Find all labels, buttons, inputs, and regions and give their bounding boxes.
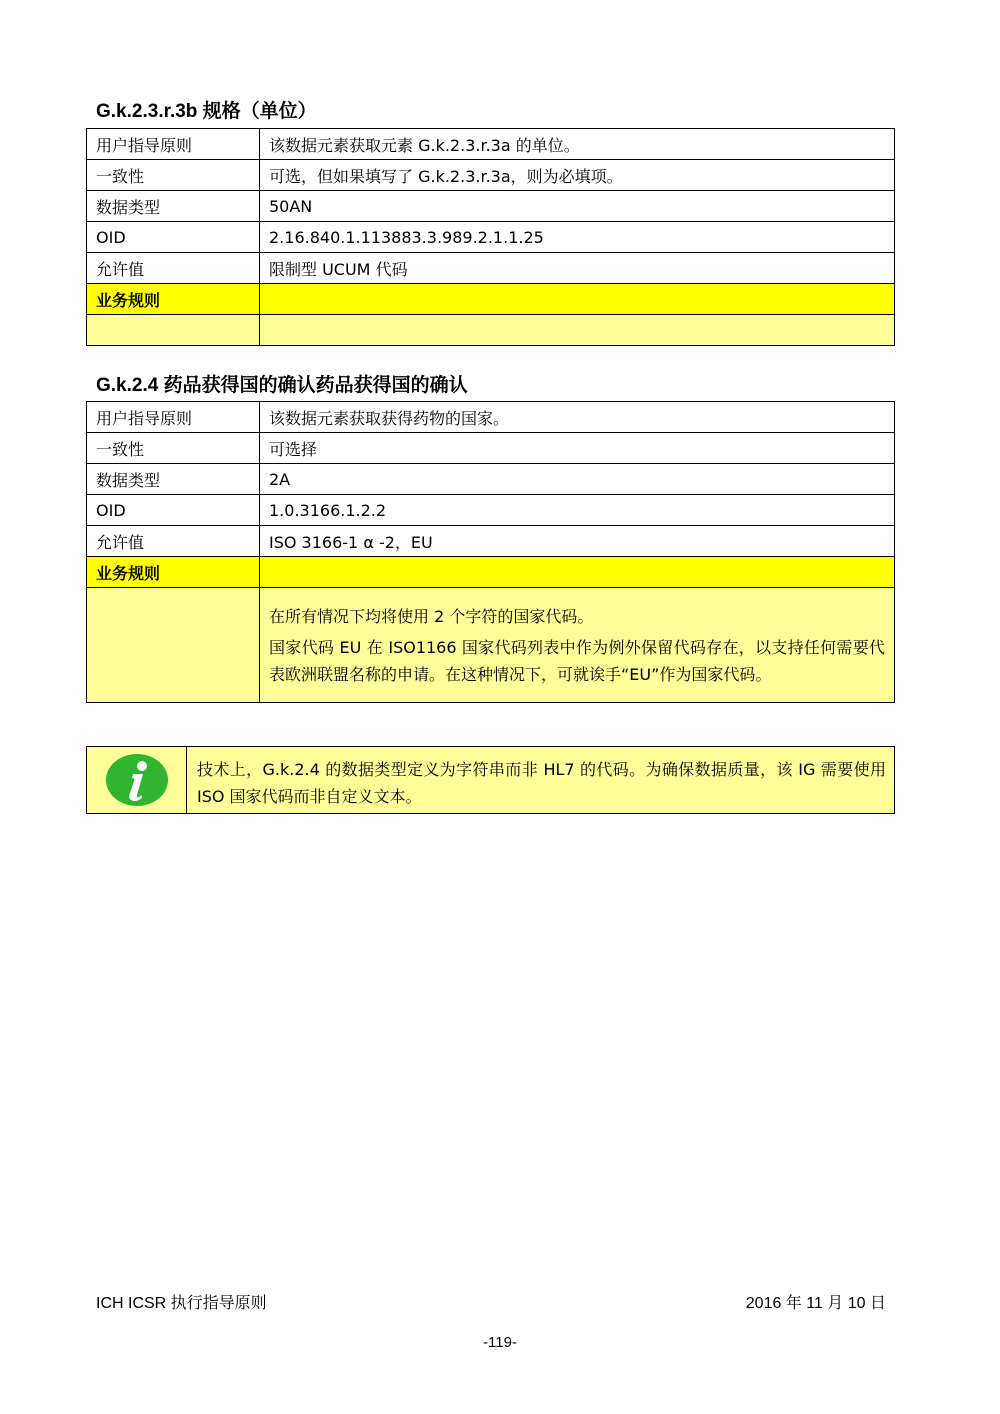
table-row [87,526,895,557]
business-rule-header-empty [260,557,895,588]
section-title: G.k.2.3.r.3b 规格（单位） [96,101,317,122]
table-row [87,402,895,433]
business-rule-body-empty [87,588,260,703]
business-rule-label: 业务规则 [87,284,260,315]
footer-document-title: ICH ICSR 执行指导原则 [96,1295,267,1312]
row-label: 一致性 [87,433,260,464]
table-row [87,495,895,526]
row-label: 数据类型 [87,464,260,495]
row-label: 数据类型 [87,191,260,222]
business-rule-text [260,588,895,703]
business-rule-paragraph: 国家代码 EU 在 ISO1166 国家代码列表中作为例外保留代码存在，以支持任何需要代表欧洲联盟名称的申请。在这种情况下，可就诶手“EU”作为国家代码。 [269,637,885,684]
row-value: 50AN [260,191,895,222]
table-row [87,433,895,464]
business-rule-label: 业务规则 [87,557,260,588]
table-row [87,160,895,191]
business-rule-header-empty [260,284,895,315]
info-icon [105,753,169,807]
row-label: 用户指导原则 [87,402,260,433]
row-label: 用户指导原则 [87,129,260,160]
business-rule-text [260,315,895,346]
row-value: 可选择 [260,433,895,464]
row-label: 允许值 [87,253,260,284]
row-value: ISO 3166-1 α -2，EU [260,526,895,557]
row-label: OID [87,222,260,253]
info-icon-cell [87,747,187,813]
row-value: 该数据元素获取元素 G.k.2.3.r.3a 的单位。 [260,129,895,160]
table-row [87,191,895,222]
business-rule-body [87,315,895,346]
row-value: 2A [260,464,895,495]
section-title: G.k.2.4 药品获得国的确认药品获得国的确认 [96,375,468,396]
info-note-text: 技术上，G.k.2.4 的数据类型定义为字符串而非 HL7 的代码。为确保数据质量，该 IG 需要使用 ISO 国家代码而非自定义文本。 [197,760,886,806]
footer-date: 2016 年 11 月 10 日 [745,1295,886,1312]
table-row [87,253,895,284]
row-value: 该数据元素获取获得药物的国家。 [260,402,895,433]
row-label: 一致性 [87,160,260,191]
row-value: 1.0.3166.1.2.2 [260,495,895,526]
row-value: 2.16.840.1.113883.3.989.2.1.1.25 [260,222,895,253]
business-rule-body-empty [87,315,260,346]
spec-table-units [86,128,895,346]
table-row [87,129,895,160]
info-note [86,746,895,814]
business-rule-paragraph: 在所有情况下均将使用 2 个字符的国家代码。 [269,606,594,626]
business-rule-body [87,588,895,703]
row-value: 限制型 UCUM 代码 [260,253,895,284]
spec-table-country [86,401,895,703]
business-rule-header [87,284,895,315]
table-row [87,464,895,495]
business-rule-header [87,557,895,588]
table-row [87,222,895,253]
row-value: 可选，但如果填写了 G.k.2.3.r.3a，则为必填项。 [260,160,895,191]
page-number: -119- [483,1334,517,1351]
row-label: 允许值 [87,526,260,557]
row-label: OID [87,495,260,526]
